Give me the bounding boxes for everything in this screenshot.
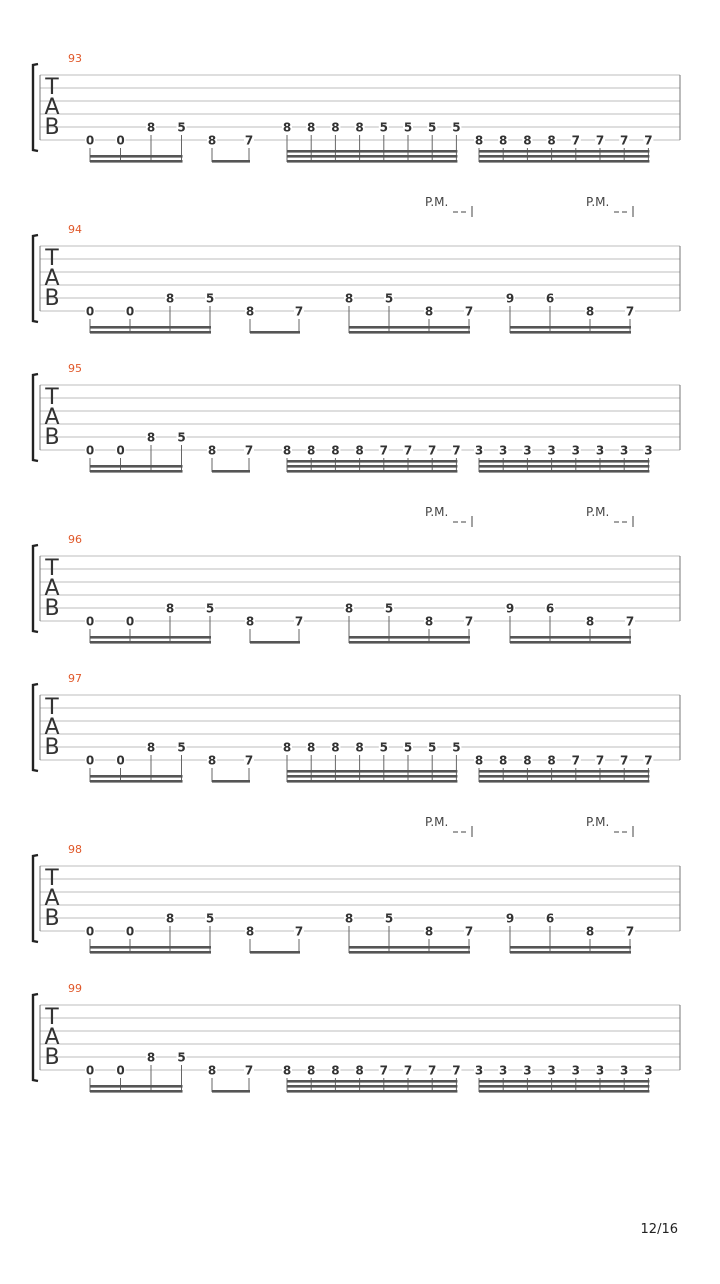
fret-number: 0 bbox=[116, 1063, 125, 1078]
note-beam bbox=[510, 641, 631, 644]
fret-number: 0 bbox=[85, 1063, 95, 1078]
note-beam bbox=[349, 951, 470, 954]
fret-number: 8 bbox=[207, 753, 217, 768]
fret-number: 3 bbox=[620, 443, 629, 458]
fret-number: 0 bbox=[116, 133, 125, 148]
note-beam bbox=[479, 1085, 649, 1088]
fret-number: 7 bbox=[428, 1063, 437, 1078]
fret-number: 8 bbox=[331, 443, 340, 458]
palm-mute-label: P.M. bbox=[425, 505, 449, 519]
tab-clef-letter: B bbox=[44, 425, 60, 450]
note-beam bbox=[287, 465, 457, 468]
fret-number: 7 bbox=[244, 133, 254, 148]
fret-number: 8 bbox=[523, 753, 532, 768]
fret-number: 7 bbox=[379, 443, 388, 458]
fret-number: 8 bbox=[307, 443, 316, 458]
note-beam bbox=[90, 780, 183, 783]
fret-number: 7 bbox=[244, 443, 254, 458]
fret-number: 5 bbox=[428, 740, 437, 755]
palm-mute-label: P.M. bbox=[586, 195, 610, 209]
system-bracket bbox=[33, 235, 38, 322]
fret-number: 5 bbox=[384, 601, 394, 616]
fret-number: 8 bbox=[585, 304, 595, 319]
fret-number: 3 bbox=[474, 443, 484, 458]
fret-number: 7 bbox=[244, 1063, 254, 1078]
fret-number: 8 bbox=[344, 601, 354, 616]
fret-number: 8 bbox=[355, 1063, 364, 1078]
tab-clef-letter: T bbox=[45, 385, 59, 410]
note-beam bbox=[349, 331, 470, 334]
note-beam bbox=[479, 155, 649, 158]
fret-number: 8 bbox=[547, 753, 556, 768]
system-bracket bbox=[33, 374, 38, 461]
fret-number: 0 bbox=[116, 753, 125, 768]
fret-number: 0 bbox=[125, 924, 135, 939]
note-beam bbox=[212, 160, 250, 163]
fret-number: 7 bbox=[379, 1063, 388, 1078]
fret-number: 8 bbox=[165, 911, 175, 926]
fret-number: 0 bbox=[85, 443, 95, 458]
note-beam bbox=[90, 160, 183, 163]
measure-number: 95 bbox=[68, 362, 82, 375]
fret-number: 3 bbox=[547, 1063, 556, 1078]
fret-number: 3 bbox=[523, 1063, 532, 1078]
note-beam bbox=[90, 641, 211, 644]
fret-number: 5 bbox=[452, 120, 461, 135]
fret-number: 3 bbox=[474, 1063, 484, 1078]
fret-number: 7 bbox=[294, 304, 304, 319]
fret-number: 6 bbox=[545, 911, 555, 926]
note-beam bbox=[287, 155, 457, 158]
tab-clef-letter: B bbox=[44, 115, 60, 140]
note-beam bbox=[479, 465, 649, 468]
note-beam bbox=[479, 460, 649, 463]
fret-number: 8 bbox=[207, 1063, 217, 1078]
fret-number: 8 bbox=[355, 443, 364, 458]
note-beam bbox=[479, 1090, 649, 1093]
fret-number: 7 bbox=[403, 443, 413, 458]
note-beam bbox=[90, 1085, 183, 1088]
fret-number: 8 bbox=[245, 304, 255, 319]
fret-number: 5 bbox=[205, 291, 215, 306]
system-bracket bbox=[33, 994, 38, 1081]
fret-number: 5 bbox=[379, 740, 388, 755]
fret-number: 7 bbox=[571, 133, 580, 148]
note-beam bbox=[90, 465, 183, 468]
page-number: 12/16 bbox=[640, 1222, 678, 1237]
fret-number: 8 bbox=[424, 304, 434, 319]
fret-number: 8 bbox=[146, 740, 156, 755]
tab-clef-letter: A bbox=[44, 886, 60, 911]
note-beam bbox=[90, 636, 211, 639]
note-beam bbox=[90, 326, 211, 329]
fret-number: 7 bbox=[244, 753, 254, 768]
note-beam bbox=[349, 946, 470, 949]
note-beam bbox=[250, 951, 300, 954]
fret-number: 0 bbox=[125, 614, 135, 629]
tab-clef-letter: T bbox=[45, 246, 59, 271]
note-beam bbox=[287, 470, 457, 473]
tab-clef-letter: B bbox=[44, 286, 60, 311]
fret-number: 8 bbox=[282, 740, 292, 755]
fret-number: 7 bbox=[595, 133, 605, 148]
fret-number: 3 bbox=[499, 443, 508, 458]
fret-number: 0 bbox=[85, 753, 95, 768]
note-beam bbox=[479, 470, 649, 473]
tab-clef-letter: A bbox=[44, 715, 60, 740]
note-beam bbox=[287, 1090, 457, 1093]
fret-number: 8 bbox=[146, 120, 156, 135]
fret-number: 5 bbox=[384, 911, 394, 926]
fret-number: 7 bbox=[595, 753, 605, 768]
fret-number: 8 bbox=[146, 430, 156, 445]
fret-number: 7 bbox=[464, 924, 474, 939]
fret-number: 3 bbox=[571, 443, 580, 458]
fret-number: 3 bbox=[620, 1063, 629, 1078]
fret-number: 5 bbox=[428, 120, 437, 135]
fret-number: 8 bbox=[207, 133, 217, 148]
fret-number: 5 bbox=[379, 120, 388, 135]
note-beam bbox=[90, 951, 211, 954]
system-bracket bbox=[33, 64, 38, 151]
fret-number: 3 bbox=[523, 443, 532, 458]
note-beam bbox=[287, 160, 457, 163]
fret-number: 8 bbox=[424, 924, 434, 939]
tab-clef-letter: T bbox=[45, 75, 59, 100]
tab-clef-letter: A bbox=[44, 405, 60, 430]
fret-number: 7 bbox=[571, 753, 580, 768]
fret-number: 5 bbox=[403, 120, 413, 135]
fret-number: 0 bbox=[125, 304, 135, 319]
note-beam bbox=[287, 770, 457, 773]
fret-number: 0 bbox=[85, 304, 95, 319]
note-beam bbox=[510, 636, 631, 639]
note-beam bbox=[510, 951, 631, 954]
fret-number: 8 bbox=[307, 1063, 316, 1078]
fret-number: 8 bbox=[499, 133, 508, 148]
tab-clef-letter: B bbox=[44, 906, 60, 931]
note-beam bbox=[90, 331, 211, 334]
note-beam bbox=[349, 641, 470, 644]
fret-number: 5 bbox=[177, 740, 186, 755]
fret-number: 8 bbox=[331, 740, 340, 755]
fret-number: 8 bbox=[499, 753, 508, 768]
note-beam bbox=[287, 780, 457, 783]
tab-clef-letter: A bbox=[44, 95, 60, 120]
note-beam bbox=[479, 160, 649, 163]
fret-number: 8 bbox=[344, 911, 354, 926]
fret-number: 7 bbox=[428, 443, 437, 458]
measure-number: 97 bbox=[68, 672, 82, 685]
fret-number: 8 bbox=[282, 443, 292, 458]
tab-clef-letter: T bbox=[45, 695, 59, 720]
fret-number: 8 bbox=[245, 614, 255, 629]
fret-number: 8 bbox=[523, 133, 532, 148]
fret-number: 0 bbox=[85, 924, 95, 939]
note-beam bbox=[479, 770, 649, 773]
note-beam bbox=[90, 946, 211, 949]
note-beam bbox=[287, 460, 457, 463]
fret-number: 8 bbox=[331, 1063, 340, 1078]
fret-number: 8 bbox=[355, 120, 364, 135]
note-beam bbox=[250, 331, 300, 334]
fret-number: 8 bbox=[307, 740, 316, 755]
fret-number: 5 bbox=[205, 601, 215, 616]
fret-number: 8 bbox=[474, 133, 484, 148]
fret-number: 5 bbox=[384, 291, 394, 306]
fret-number: 8 bbox=[355, 740, 364, 755]
tab-clef-letter: B bbox=[44, 596, 60, 621]
fret-number: 7 bbox=[294, 614, 304, 629]
fret-number: 5 bbox=[403, 740, 413, 755]
fret-number: 8 bbox=[547, 133, 556, 148]
fret-number: 7 bbox=[294, 924, 304, 939]
note-beam bbox=[287, 1080, 457, 1083]
note-beam bbox=[510, 331, 631, 334]
measure-number: 96 bbox=[68, 533, 82, 546]
note-beam bbox=[349, 636, 470, 639]
note-beam bbox=[510, 946, 631, 949]
note-beam bbox=[287, 1085, 457, 1088]
fret-number: 3 bbox=[595, 1063, 605, 1078]
palm-mute-label: P.M. bbox=[586, 505, 610, 519]
note-beam bbox=[212, 470, 250, 473]
fret-number: 9 bbox=[505, 911, 515, 926]
fret-number: 6 bbox=[545, 601, 555, 616]
measure-number: 94 bbox=[68, 223, 82, 236]
fret-number: 5 bbox=[177, 430, 186, 445]
fret-number: 0 bbox=[116, 443, 125, 458]
fret-number: 5 bbox=[177, 1050, 186, 1065]
note-beam bbox=[479, 1080, 649, 1083]
note-beam bbox=[250, 641, 300, 644]
note-beam bbox=[90, 155, 183, 158]
fret-number: 7 bbox=[464, 614, 474, 629]
tab-clef-letter: A bbox=[44, 1025, 60, 1050]
tab-clef-letter: A bbox=[44, 576, 60, 601]
fret-number: 3 bbox=[644, 1063, 653, 1078]
note-beam bbox=[90, 470, 183, 473]
fret-number: 7 bbox=[644, 133, 653, 148]
fret-number: 6 bbox=[545, 291, 555, 306]
fret-number: 3 bbox=[547, 443, 556, 458]
fret-number: 5 bbox=[452, 740, 461, 755]
tab-clef-letter: T bbox=[45, 556, 59, 581]
fret-number: 8 bbox=[585, 614, 595, 629]
fret-number: 0 bbox=[85, 614, 95, 629]
fret-number: 8 bbox=[424, 614, 434, 629]
note-beam bbox=[479, 150, 649, 153]
system-bracket bbox=[33, 545, 38, 632]
fret-number: 8 bbox=[282, 120, 292, 135]
measure-number: 98 bbox=[68, 843, 82, 856]
tab-clef-letter: B bbox=[44, 735, 60, 760]
note-beam bbox=[510, 326, 631, 329]
note-beam bbox=[349, 326, 470, 329]
fret-number: 8 bbox=[331, 120, 340, 135]
measure-number: 93 bbox=[68, 52, 82, 65]
fret-number: 9 bbox=[505, 601, 515, 616]
fret-number: 7 bbox=[620, 133, 629, 148]
fret-number: 7 bbox=[620, 753, 629, 768]
note-beam bbox=[90, 775, 183, 778]
fret-number: 3 bbox=[571, 1063, 580, 1078]
fret-number: 3 bbox=[499, 1063, 508, 1078]
fret-number: 3 bbox=[644, 443, 653, 458]
fret-number: 5 bbox=[205, 911, 215, 926]
tab-clef-letter: T bbox=[45, 1005, 59, 1030]
fret-number: 8 bbox=[207, 443, 217, 458]
note-beam bbox=[479, 780, 649, 783]
palm-mute-label: P.M. bbox=[425, 815, 449, 829]
system-bracket bbox=[33, 684, 38, 771]
fret-number: 0 bbox=[85, 133, 95, 148]
note-beam bbox=[212, 780, 250, 783]
fret-number: 7 bbox=[625, 304, 635, 319]
note-beam bbox=[479, 775, 649, 778]
fret-number: 7 bbox=[464, 304, 474, 319]
palm-mute-label: P.M. bbox=[586, 815, 610, 829]
fret-number: 8 bbox=[474, 753, 484, 768]
fret-number: 8 bbox=[344, 291, 354, 306]
fret-number: 3 bbox=[595, 443, 605, 458]
fret-number: 8 bbox=[146, 1050, 156, 1065]
fret-number: 7 bbox=[452, 1063, 461, 1078]
fret-number: 8 bbox=[282, 1063, 292, 1078]
note-beam bbox=[212, 1090, 250, 1093]
measure-number: 99 bbox=[68, 982, 82, 995]
fret-number: 7 bbox=[403, 1063, 413, 1078]
note-beam bbox=[287, 775, 457, 778]
fret-number: 7 bbox=[452, 443, 461, 458]
fret-number: 7 bbox=[644, 753, 653, 768]
fret-number: 7 bbox=[625, 924, 635, 939]
tab-clef-letter: A bbox=[44, 266, 60, 291]
fret-number: 9 bbox=[505, 291, 515, 306]
fret-number: 8 bbox=[165, 291, 175, 306]
fret-number: 5 bbox=[177, 120, 186, 135]
note-beam bbox=[287, 150, 457, 153]
note-beam bbox=[90, 1090, 183, 1093]
palm-mute-label: P.M. bbox=[425, 195, 449, 209]
fret-number: 8 bbox=[165, 601, 175, 616]
fret-number: 7 bbox=[625, 614, 635, 629]
fret-number: 8 bbox=[245, 924, 255, 939]
fret-number: 8 bbox=[307, 120, 316, 135]
fret-number: 8 bbox=[585, 924, 595, 939]
system-bracket bbox=[33, 855, 38, 942]
tab-clef-letter: B bbox=[44, 1045, 60, 1070]
tab-clef-letter: T bbox=[45, 866, 59, 891]
